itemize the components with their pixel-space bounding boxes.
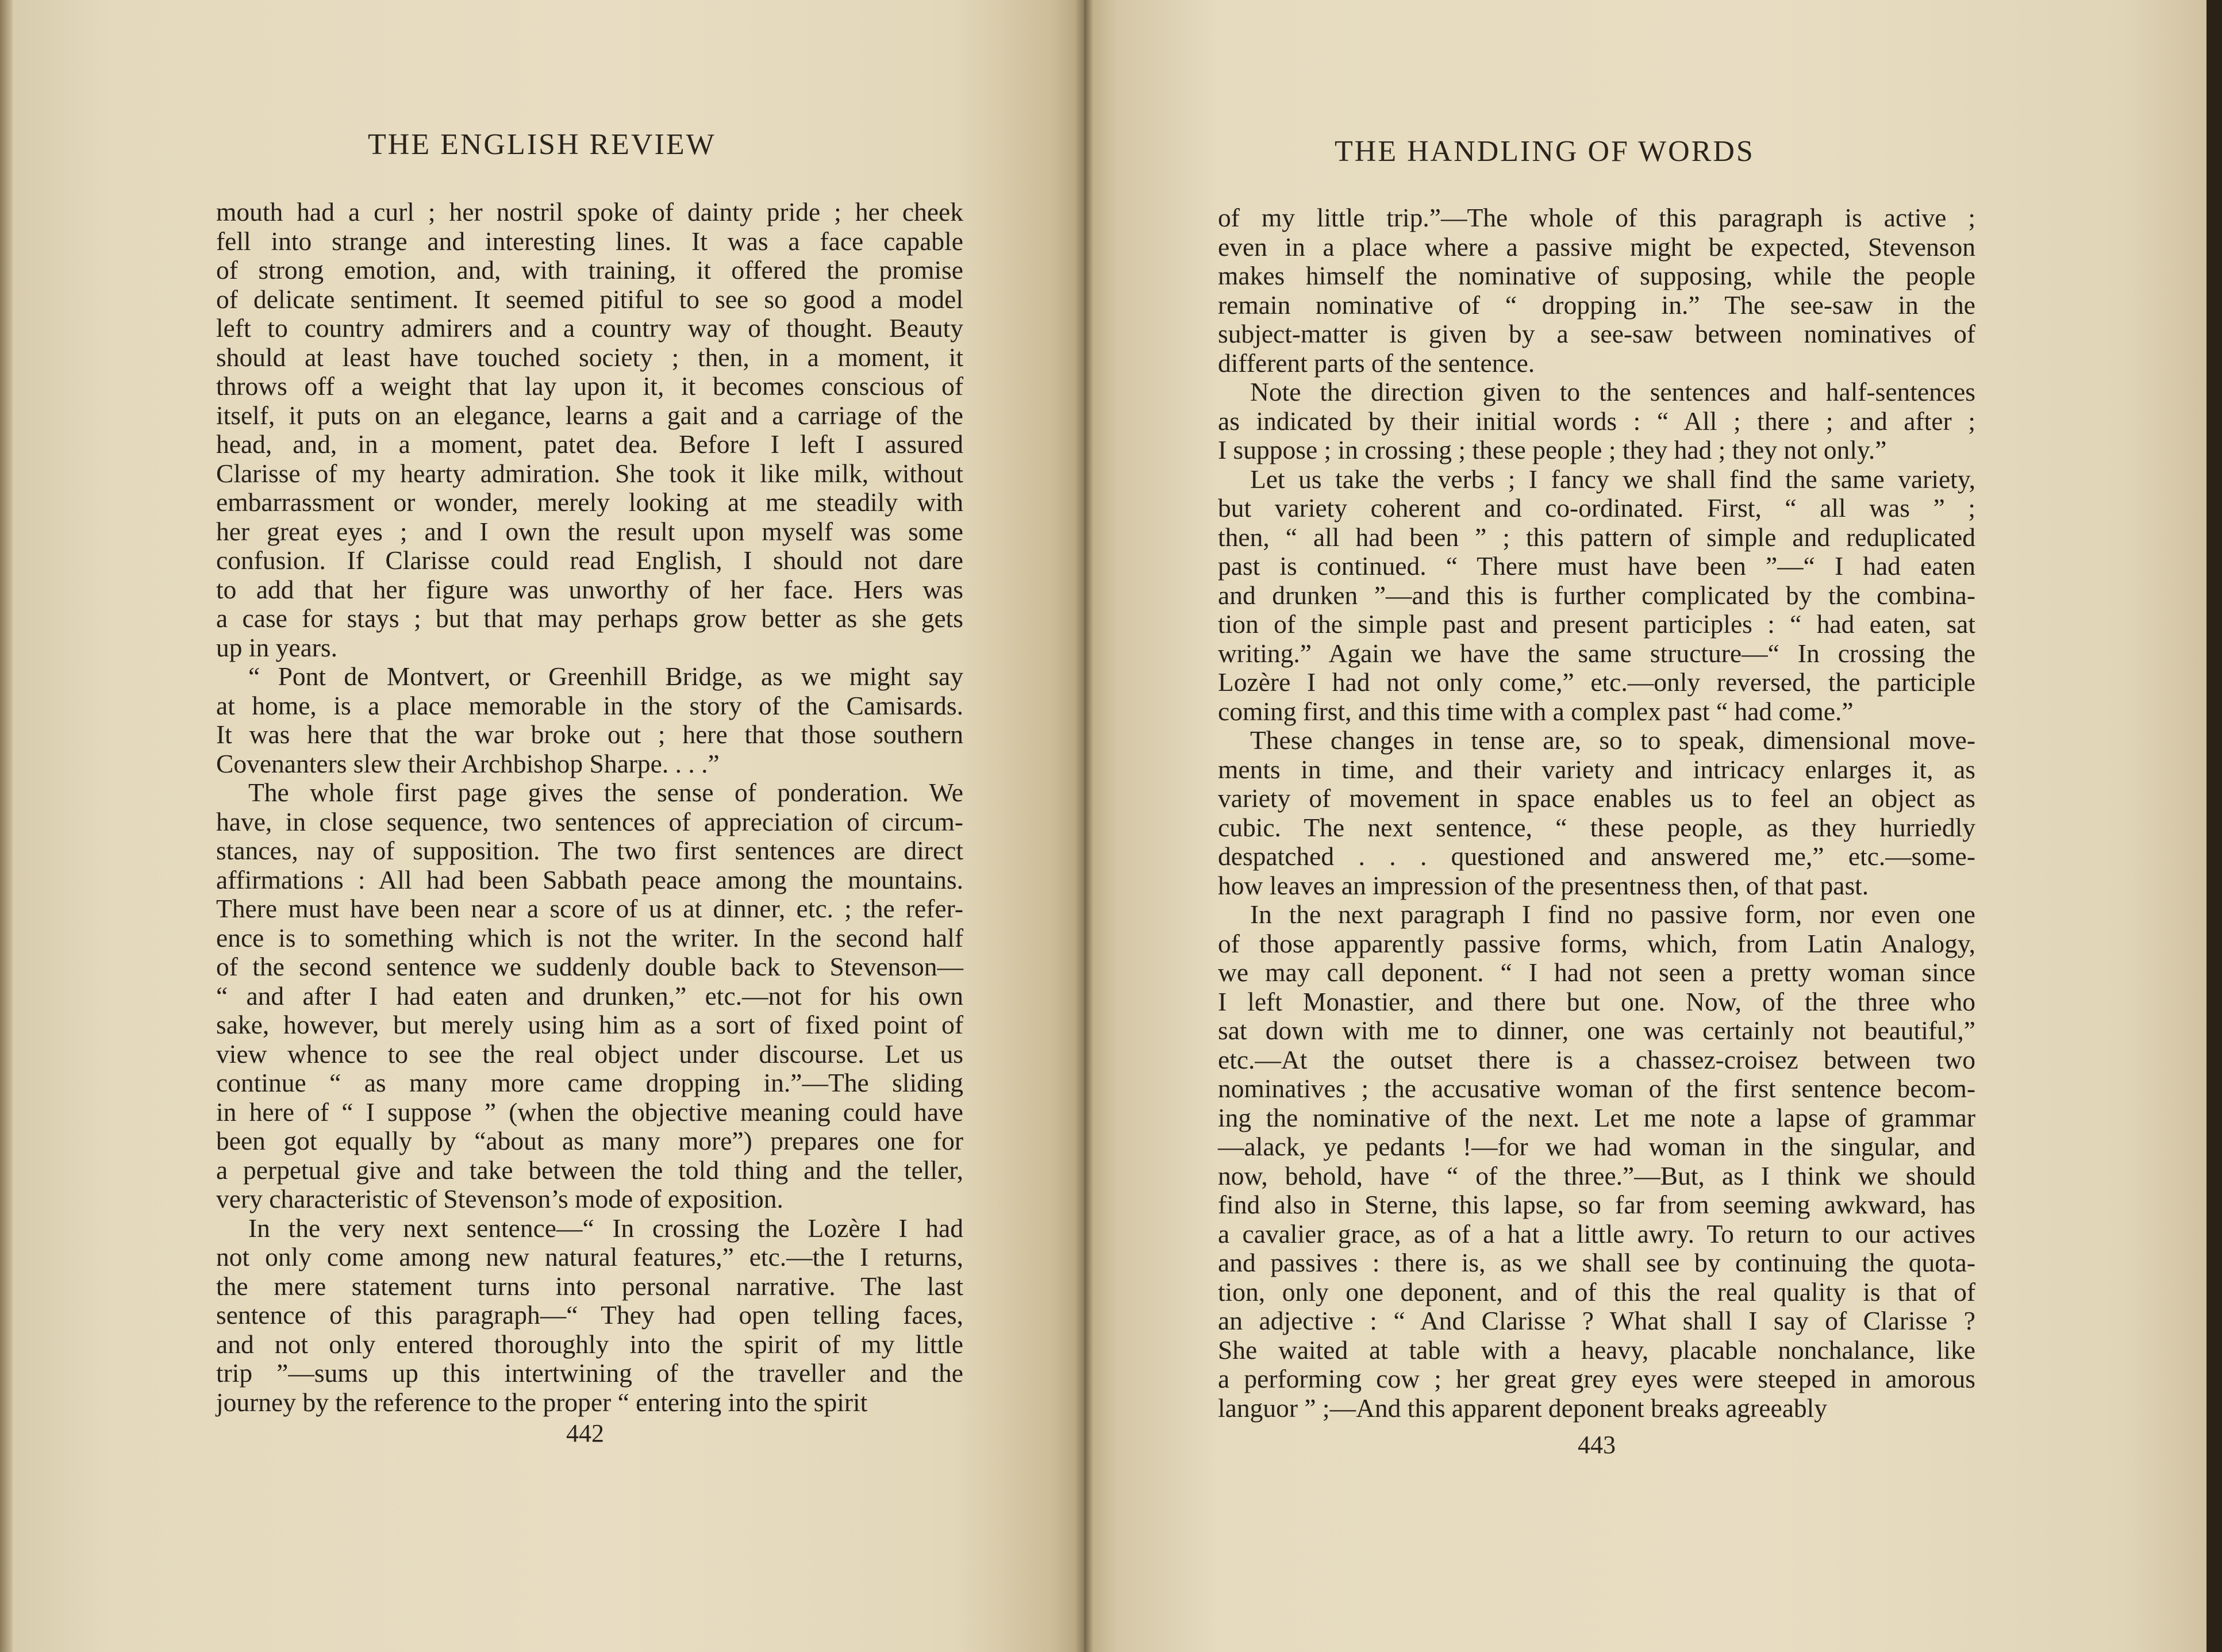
cover-edge	[2206, 0, 2215, 1652]
text-line: past is continued. “ There must have been ”—“ I had eaten	[1218, 551, 1975, 581]
text-line: “ and after I had eaten and drunken,” etc.—not for his own	[216, 981, 963, 1011]
text-line: very characteristic of Stevenson’s mode of exposition.	[216, 1184, 783, 1213]
left-page	[0, 0, 1083, 1652]
text-line: cubic. The next sentence, “ these people, as they hurriedly	[1218, 812, 1975, 842]
page-edge-shadow	[0, 0, 13, 1652]
text-line: different parts of the sentence.	[1218, 348, 1535, 378]
text-line: Note the direction given to the sentences and half-sentences	[1250, 377, 1975, 406]
text-line: head, and, in a moment, patet dea. Before I left I assured	[216, 429, 963, 459]
text-line: despatched . . . questioned and answered me,” etc.—some-	[1218, 842, 1975, 871]
text-line: She waited at table with a heavy, placable nonchalance, like	[1218, 1335, 1975, 1365]
text-line: These changes in tense are, so to speak, dimensional move-	[1250, 725, 1975, 755]
text-line: languor ” ;—And this apparent deponent breaks agreeably	[1218, 1393, 1828, 1423]
text-line: —alack, ye pedants !—for we had woman in the singular, and	[1218, 1132, 1975, 1161]
text-line: I suppose ; in crossing ; these people ; they had ; they not only.”	[1218, 435, 1887, 464]
paragraph	[216, 1214, 963, 1417]
text-line: even in a place where a passive might be expected, Stevenson	[1218, 232, 1975, 262]
text-line: and not only entered thoroughly into the spirit of my little	[216, 1329, 963, 1359]
text-line: as indicated by their initial words : “ All ; there ; and after ;	[1218, 406, 1975, 436]
text-line: It was here that the war broke out ; here that those southern	[216, 720, 963, 749]
text-line: and passives : there is, as we shall see by continuing the quota-	[1218, 1248, 1975, 1277]
text-line: ments in time, and their variety and intricacy enlarges it, as	[1218, 754, 1975, 784]
text-line: now, behold, have “ of the three.”—But, as I think we should	[1218, 1161, 1975, 1190]
text-line: Lozère I had not only come,” etc.—only reversed, the participle	[1218, 667, 1975, 697]
text-line: but variety coherent and co-ordinated. First, “ all was ” ;	[1218, 493, 1975, 523]
text-line: of strong emotion, and, with training, it offered the promise	[216, 255, 963, 285]
paragraph	[216, 662, 963, 778]
paragraph	[1218, 378, 1975, 465]
text-line: writing.” Again we have the same structure—“ In crossing the	[1218, 638, 1975, 668]
text-line: “ Pont de Montvert, or Greenhill Bridge, as we might say	[248, 662, 963, 691]
paragraph	[1218, 465, 1975, 727]
text-line: journey by the reference to the proper “ entering into the spirit	[216, 1387, 868, 1417]
folio-right: 443	[1578, 1431, 1616, 1459]
text-line: a perpetual give and take between the told thing and the teller,	[216, 1155, 963, 1185]
running-head-left: THE ENGLISH REVIEW	[368, 128, 716, 161]
running-head-right: THE HANDLING OF WORDS	[1335, 135, 1755, 168]
text-line: of those apparently passive forms, which, from Latin Analogy,	[1218, 928, 1975, 958]
text-line: variety of movement in space enables us to feel an object as	[1218, 783, 1975, 813]
text-line: embarrassment or wonder, merely looking at me steadily with	[216, 487, 963, 517]
text-line: itself, it puts on an elegance, learns a gait and a carriage of the	[216, 400, 963, 430]
text-line: nominatives ; the accusative woman of the first sentence becom-	[1218, 1074, 1975, 1103]
text-line: have, in close sequence, two sentences of appreciation of circum-	[216, 806, 963, 836]
text-line: of the second sentence we suddenly double back to Stevenson—	[216, 952, 963, 981]
text-line: left to country admirers and a country way of thought. Beauty	[216, 313, 963, 343]
text-line: find also in Sterne, this lapse, so far from seeming awkward, has	[1218, 1190, 1975, 1219]
text-line: ence is to something which is not the writer. In the second half	[216, 923, 963, 952]
paragraph	[216, 198, 963, 662]
paragraph	[1218, 900, 1975, 1423]
text-line: trip ”—sums up this intertwining of the traveller and the	[216, 1358, 963, 1388]
text-line: and drunken ”—and this is further complicated by the combina-	[1218, 580, 1975, 610]
text-line: how leaves an impression of the presentness then, of that past.	[1218, 870, 1869, 900]
text-line: an adjective : “ And Clarisse ? What shall I say of Clarisse ?	[1218, 1306, 1975, 1335]
text-line: then, “ all had been ” ; this pattern of simple and reduplicated	[1218, 522, 1975, 552]
text-line: in here of “ I suppose ” (when the objective meaning could have	[216, 1097, 963, 1127]
text-line: we may call deponent. “ I had not seen a pretty woman since	[1218, 958, 1975, 987]
text-line: to add that her figure was unworthy of her face. Hers was	[216, 574, 963, 604]
text-line: view whence to see the real object under discourse. Let us	[216, 1039, 963, 1069]
text-line: coming first, and this time with a complex past “ had come.”	[1218, 696, 1854, 726]
folio-left: 442	[566, 1419, 604, 1447]
text-line: makes himself the nominative of supposing, while the people	[1218, 261, 1975, 290]
text-line: In the very next sentence—“ In crossing the Lozère I had	[248, 1213, 963, 1243]
text-line: Clarisse of my hearty admiration. She took it like milk, without	[216, 458, 963, 488]
text-line: affirmations : All had been Sabbath peace among the mountains.	[216, 865, 963, 894]
paragraph	[216, 778, 963, 1214]
text-line: a performing cow ; her great grey eyes were steeped in amorous	[1218, 1364, 1975, 1393]
text-line: at home, is a place memorable in the story of the Camisards.	[216, 690, 963, 720]
book-gutter	[1075, 0, 1093, 1652]
text-line: a case for stays ; but that may perhaps grow better as she gets	[216, 604, 963, 633]
text-line: continue “ as many more came dropping in.”—The sliding	[216, 1068, 963, 1097]
right-page	[1083, 0, 2215, 1652]
text-line: up in years.	[216, 632, 338, 662]
text-line: tion of the simple past and present participles : “ had eaten, sat	[1218, 609, 1975, 639]
text-line: not only come among new natural features,” etc.—the I returns,	[216, 1242, 963, 1271]
text-line: In the next paragraph I find no passive form, nor even one	[1250, 900, 1975, 929]
text-line: The whole first page gives the sense of ponderation. We	[248, 778, 963, 807]
right-body-text	[1218, 203, 1975, 1423]
text-line: sat down with me to dinner, one was certainly not beautiful,”	[1218, 1016, 1975, 1045]
text-line: her great eyes ; and I own the result upon myself was some	[216, 516, 963, 546]
text-line: stances, nay of supposition. The two first sentences are direct	[216, 836, 963, 865]
text-line: ing the nominative of the next. Let me note a lapse of grammar	[1218, 1102, 1975, 1132]
text-line: I left Monastier, and there but one. Now, of the three who	[1218, 986, 1975, 1016]
text-line: sentence of this paragraph—“ They had open telling faces,	[216, 1300, 963, 1330]
text-line: There must have been near a score of us at dinner, etc. ; the refer-	[216, 894, 963, 923]
paragraph	[1218, 726, 1975, 900]
text-line: Let us take the verbs ; I fancy we shall find the same variety,	[1250, 464, 1975, 494]
text-line: the mere statement turns into personal narrative. The last	[216, 1271, 963, 1301]
text-line: a cavalier grace, as of a hat a little awry. To return to our actives	[1218, 1219, 1975, 1248]
text-line: should at least have touched society ; then, in a moment, it	[216, 342, 963, 372]
text-line: remain nominative of “ dropping in.” The see-saw in the	[1218, 290, 1975, 320]
text-line: of my little trip.”—The whole of this paragraph is active ;	[1218, 203, 1975, 232]
text-line: throws off a weight that lay upon it, it becomes conscious of	[216, 371, 963, 401]
text-line: mouth had a curl ; her nostril spoke of dainty pride ; her cheek	[216, 197, 963, 226]
text-line: Covenanters slew their Archbishop Sharpe. . . .”	[216, 748, 720, 778]
left-body-text	[216, 198, 963, 1417]
text-line: of delicate sentiment. It seemed pitiful to see so good a model	[216, 284, 963, 314]
text-line: etc.—At the outset there is a chassez-croisez between two	[1218, 1044, 1975, 1074]
paragraph	[1218, 203, 1975, 378]
text-line: been got equally by “about as many more”) prepares one for	[216, 1126, 963, 1155]
text-line: subject-matter is given by a see-saw between nominatives of	[1218, 319, 1975, 348]
text-line: fell into strange and interesting lines. It was a face capable	[216, 226, 963, 256]
text-line: sake, however, but merely using him as a sort of fixed point of	[216, 1010, 963, 1039]
text-line: tion, only one deponent, and of this the real quality is that of	[1218, 1277, 1975, 1307]
text-line: confusion. If Clarisse could read English, I should not dare	[216, 545, 963, 575]
